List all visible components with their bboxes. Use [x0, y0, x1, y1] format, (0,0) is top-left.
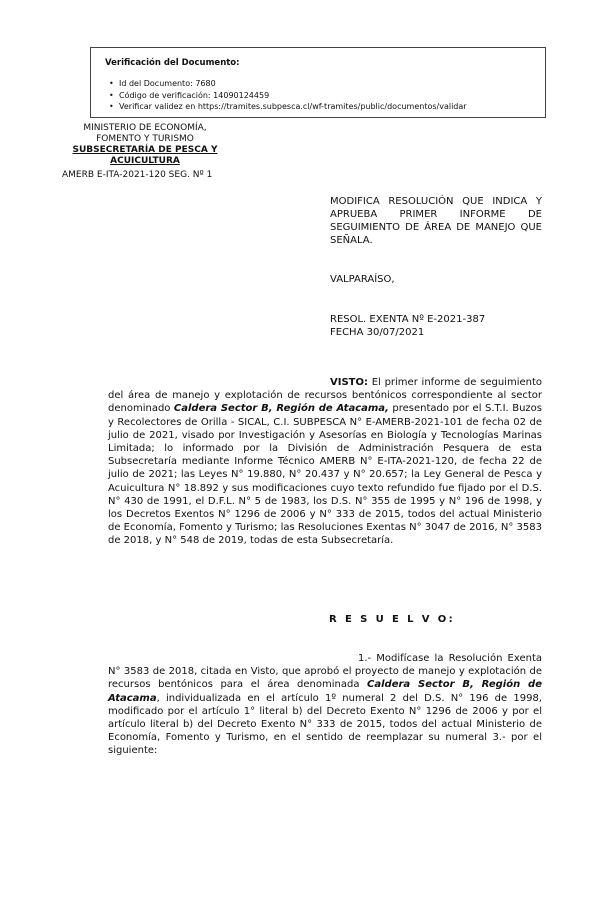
visto-text-a: El primer informe de seguimiento del área de manejo y explotación de recursos bentónicos correspondiente al sector denominado	[108, 377, 542, 415]
verification-title: Verificación del Documento:	[105, 58, 240, 68]
article-1-lead: 1.- Modifícase la Resolución Exenta N° 3583 de 2018, citada en Visto, que aprobó el proyecto de manejo y explotación de recursos bentónicos para el área denominada	[108, 653, 542, 691]
verification-box	[90, 47, 546, 118]
subsecretaria-line-1: SUBSECRETARÍA DE PESCA Y	[72, 145, 218, 155]
document-id: • Id del Documento: 7680	[119, 78, 535, 90]
resolution-date: FECHA 30/07/2021	[330, 327, 425, 338]
resolution-subject: MODIFICA RESOLUCIÓN QUE INDICA Y APRUEBA PRIMER INFORME DE SEGUIMIENTO DE ÁREA DE MANEJO QUE SEÑALA.	[330, 196, 542, 246]
article-1-rest: , individualizada en el artículo 1º numeral 2 del D.S. N° 196 de 1998, modificado por el artículo 1° literal b) del Decreto Exento N° 1296 de 2006 y por el artículo literal b) del Decreto Exento N° 333 de 2015, todos del actual Ministerio de Economía, Fomento y Turismo, en el sentido de reemplazar su numeral 3.- por el siguiente:	[108, 692, 542, 757]
resolution-info	[330, 313, 485, 339]
resuelvo-heading: R E S U E L V O:	[329, 614, 456, 625]
article-1-paragraph	[108, 652, 542, 758]
visto-label: VISTO:	[330, 377, 368, 388]
validation-link[interactable]: • Verificar validez en https://tramites.subpesca.cl/wf-tramites/public/documentos/validar	[119, 101, 535, 113]
visto-paragraph	[108, 376, 542, 548]
ministry-header	[55, 123, 235, 167]
ministry-line-2: FOMENTO Y TURISMO	[96, 134, 194, 144]
place: VALPARAÍSO,	[330, 274, 395, 285]
subsecretaria-line-2: ACUICULTURA	[110, 156, 180, 166]
verification-list	[105, 78, 535, 113]
ministry-line-1: MINISTERIO DE ECONOMÍA,	[83, 123, 207, 133]
resolution-number: RESOL. EXENTA Nº E-2021-387	[330, 314, 486, 325]
article-1-area: Caldera Sector B, Región de Atacama	[108, 679, 542, 704]
verification-code: • Código de verificación: 14090124459	[119, 90, 535, 102]
visto-text-b: presentado por el S.T.I. Buzos y Recolectores de Orilla - SICAL, C.I. SUBPESCA N° E-AMERB-2021-101 de fecha 02 de julio de 2021, visado por Investigación y Asesorías en Biología y Tecnologías Marinas Limitada; lo informado por la División de Administración Pesquera de esta Subsecretaría mediante Informe Técnico AMERB N° E-ITA-2021-120, de fecha 22 de julio de 2021; las Leyes N° 19.880, N° 20.437 y N° 20.657; la Ley General de Pesca y Acuicultura N° 18.892 y sus modificaciones cuyo texto refundido fue fijado por el D.S. N° 430 de 1991, el D.F.L. N° 5 de 1983, los D.S. N° 355 de 1995 y N° 196 de 1998, y los Decretos Exentos N° 1296 de 2006 y N° 333 de 2015, todos del actual Ministerio de Economía, Fomento y Turismo; las Resoluciones Exentas N° 3047 de 2016, N° 3583 de 2018, y N° 548 de 2019, todas de esta Subsecretaría.	[108, 403, 543, 547]
visto-sector: Caldera Sector B, Región de Atacama,	[173, 403, 389, 415]
document-reference: AMERB E-ITA-2021-120 SEG. Nº 1	[62, 170, 213, 180]
